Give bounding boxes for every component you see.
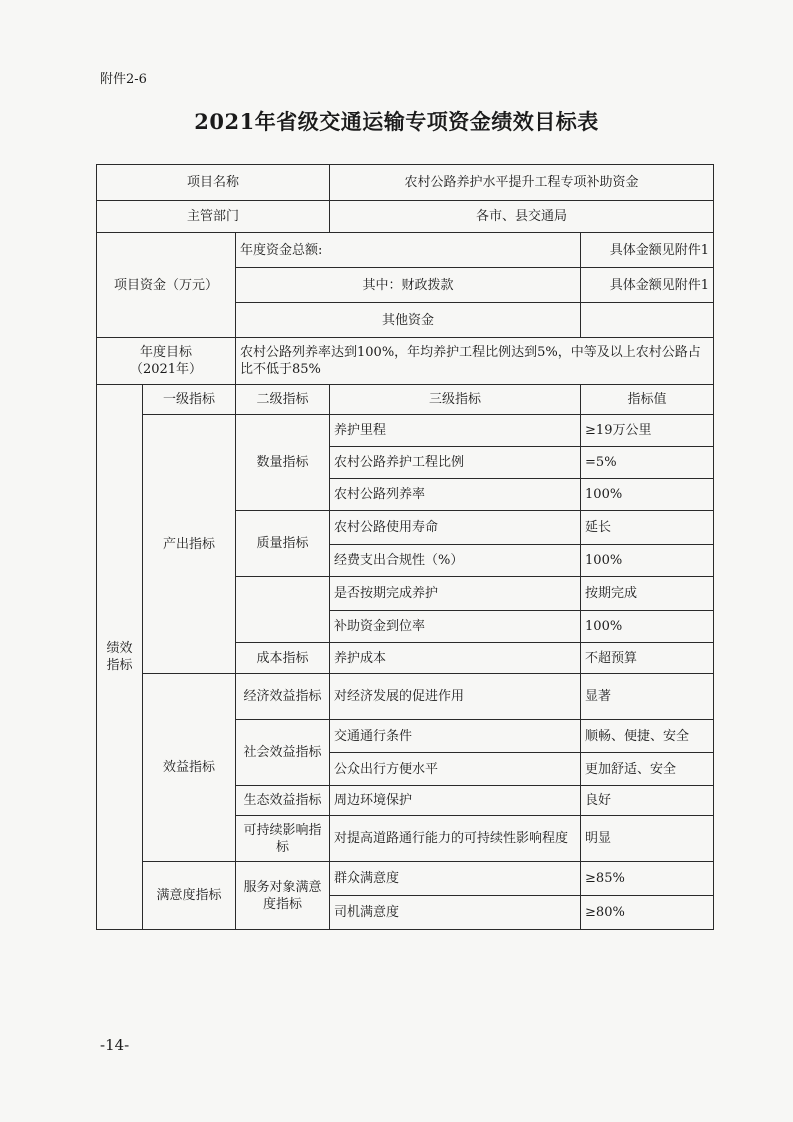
economic-benefit-label: 经济效益指标 [236,674,330,720]
header-value: 指标值 [581,385,714,415]
annual-goal-label [97,338,236,385]
indicator-value: =5% [581,447,714,479]
department-value: 各市、县交通局 [330,201,714,233]
department-label: 主管部门 [97,201,330,233]
indicator-name: 农村公路养护工程比例 [330,447,581,479]
table-row [97,415,714,447]
performance-table [96,164,714,930]
other-funds-value [581,303,714,338]
performance-indicators-label: 绩效指标 [97,385,143,930]
indicator-value: 延长 [581,511,714,545]
quality-indicators-label: 质量指标 [236,511,330,577]
table-row [97,233,714,268]
ecological-benefit-label: 生态效益指标 [236,786,330,816]
indicator-name: 是否按期完成养护 [330,577,581,611]
fiscal-value: 具体金额见附件1 [581,268,714,303]
benefit-indicators-label: 效益指标 [143,674,236,862]
timeliness-indicators-label [236,577,330,643]
sustainability-label: 可持续影响指标 [236,816,330,862]
cost-indicators-label: 成本指标 [236,643,330,674]
header-level1: 一级指标 [143,385,236,415]
indicator-value: 顺畅、便捷、安全 [581,720,714,753]
project-funds-label: 项目资金（万元） [97,233,236,338]
table-row [97,165,714,201]
annual-total-value: 具体金额见附件1 [581,233,714,268]
indicator-value: 按期完成 [581,577,714,611]
indicator-value: 100% [581,545,714,577]
indicator-name: 农村公路列养率 [330,479,581,511]
indicator-value: ≥80% [581,896,714,930]
indicator-name: 经费支出合规性（%） [330,545,581,577]
output-indicators-label: 产出指标 [143,415,236,674]
indicator-name: 养护里程 [330,415,581,447]
project-name-label: 项目名称 [97,165,330,201]
annual-total-label: 年度资金总额: [236,233,581,268]
fiscal-label: 其中：财政拨款 [236,268,581,303]
table-row [97,862,714,896]
header-level2: 二级指标 [236,385,330,415]
indicator-name: 群众满意度 [330,862,581,896]
header-level3: 三级指标 [330,385,581,415]
quantity-indicators-label: 数量指标 [236,415,330,511]
social-benefit-label: 社会效益指标 [236,720,330,786]
annual-goal-value: 农村公路列养率达到100%，年均养护工程比例达到5%，中等及以上农村公路占比不低于85% [236,338,714,385]
indicator-value: 显著 [581,674,714,720]
page-number: -14- [100,1036,130,1054]
indicator-name: 对提高道路通行能力的可持续性影响程度 [330,816,581,862]
indicator-name: 对经济发展的促进作用 [330,674,581,720]
service-satisfaction-label: 服务对象满意度指标 [236,862,330,930]
indicator-value: 100% [581,479,714,511]
annual-goal-label-line2: （2021年） [129,362,203,377]
indicator-value: 100% [581,611,714,643]
indicator-name: 补助资金到位率 [330,611,581,643]
indicator-name: 公众出行方便水平 [330,753,581,786]
indicator-name: 周边环境保护 [330,786,581,816]
satisfaction-indicators-label: 满意度指标 [143,862,236,930]
indicator-value: ≥19万公里 [581,415,714,447]
indicator-value: 更加舒适、安全 [581,753,714,786]
indicator-name: 交通通行条件 [330,720,581,753]
indicator-name: 养护成本 [330,643,581,674]
indicator-name: 司机满意度 [330,896,581,930]
other-funds-label: 其他资金 [236,303,581,338]
indicator-value: ≥85% [581,862,714,896]
attachment-label: 附件2-6 [100,72,147,87]
indicator-value: 良好 [581,786,714,816]
table-row [97,674,714,720]
indicator-value: 不超预算 [581,643,714,674]
indicator-name: 农村公路使用寿命 [330,511,581,545]
table-row [97,201,714,233]
indicator-value: 明显 [581,816,714,862]
page-title: 2021年省级交通运输专项资金绩效目标表 [194,109,599,134]
table-row [97,338,714,385]
annual-goal-label-line1: 年度目标 [139,345,192,360]
project-name-value: 农村公路养护水平提升工程专项补助资金 [330,165,714,201]
table-header-row [97,385,714,415]
